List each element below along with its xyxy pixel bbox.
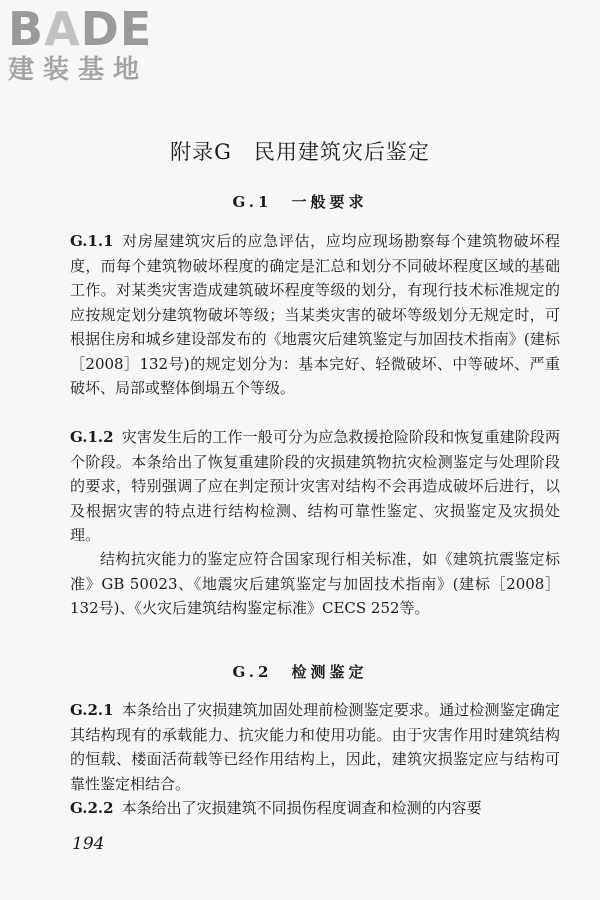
section-heading-g2: G.2 检测鉴定 [232, 663, 368, 681]
clause-number: G.2.1 [70, 701, 114, 719]
clause-text: 本条给出了灾损建筑不同损伤程度调查和检测的内容要 [121, 799, 482, 817]
clause-number: G.1.1 [70, 232, 114, 250]
paragraph-text: 结构抗灾能力的鉴定应符合国家现行相关标准，如《建筑抗震鉴定标准》GB 50023、《地震灾后建筑鉴定与加固技术指南》(建标［2008］132号)、《火灾后建筑结构鉴定标准》CECS 252等。 [70, 550, 560, 617]
clause-g-2-2 [70, 796, 560, 821]
clause-text: 对房屋建筑灾后的应急评估，应均应现场勘察每个建筑物破坏程度，而每个建筑物破坏程度的确定是汇总和划分不同破坏程度区域的基础工作。对某类灾害造成建筑破坏程度等级的划分，有现行技术标准规定的应按规定划分建筑物破坏等级；当某类灾害的破坏等级划分无规定时，可根据住房和城乡建设部发布的《地震灾后建筑鉴定与加固技术指南》(建标［2008］132号)的规定划分为：基本完好、轻微破坏、中等破坏、严重破坏、局部或整体倒塌五个等级。 [70, 232, 560, 397]
clause-number: G.2.2 [70, 799, 114, 817]
section-heading-g1: G.1 一般要求 [232, 193, 368, 211]
bade-logo: BADE [8, 2, 153, 56]
page-number: 194 [72, 834, 105, 854]
clause-g-1-1 [70, 229, 560, 401]
clause-text: 本条给出了灾损建筑加固处理前检测鉴定要求。通过检测鉴定确定其结构现有的承载能力、抗灾能力和使用功能。由于灾害作用时建筑结构的恒载、楼面活荷载等已经作用结构上，因此，建筑灾损鉴定应与结构可靠性鉴定相结合。 [70, 701, 560, 793]
clause-number: G.1.2 [70, 428, 114, 446]
bade-watermark [8, 4, 183, 86]
bade-subtitle: 建装基地 [8, 55, 149, 85]
appendix-title: 附录G 民用建筑灾后鉴定 [170, 140, 430, 164]
clause-g-1-2 [70, 425, 560, 548]
clause-text: 灾害发生后的工作一般可分为应急救援抢险阶段和恢复重建阶段两个阶段。本条给出了恢复重建阶段的灾损建筑物抗灾检测鉴定与处理阶段的要求，特别强调了应在判定预计灾害对结构不会再造成破坏后进行，以及根据灾害的特点进行结构检测、结构可靠性鉴定、灾损鉴定及灾损处理。 [70, 428, 560, 544]
paragraph-standards [70, 547, 560, 621]
clause-g-2-1 [70, 698, 560, 796]
